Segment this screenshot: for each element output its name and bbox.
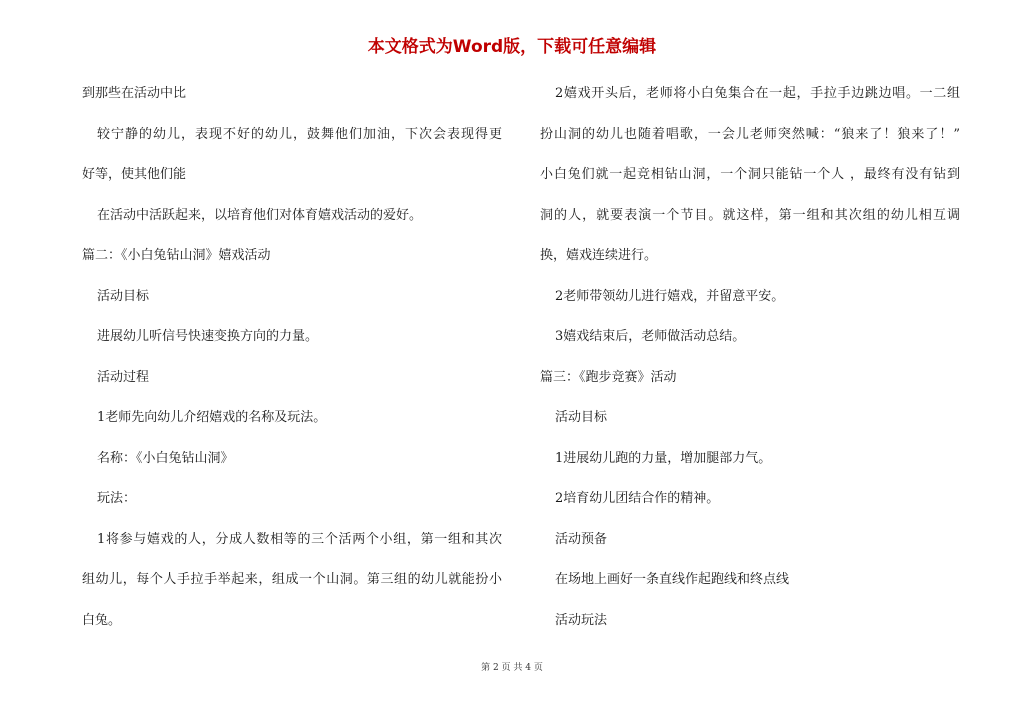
text-line: 1将参与嬉戏的人，分成人数相等的三个活两个小组，第一组和其次 xyxy=(97,531,502,547)
text-line: 活动玩法 xyxy=(555,612,608,628)
text-line: 名称：《小白兔钻山洞》 xyxy=(97,450,234,466)
text-line: 2嬉戏开头后，老师将小白兔集合在一起，手拉手边跳边唱。一二组 xyxy=(555,86,960,101)
text-line: 好等，使其他们能 xyxy=(82,167,187,182)
text-line: 2老师带领幼儿进行嬉戏，并留意平安。 xyxy=(555,288,785,304)
text-line: 在场地上画好一条直线作起跑线和终点线 xyxy=(555,572,790,587)
text-line: 篇二：《小白兔钻山洞》嬉戏活动 xyxy=(82,248,271,263)
text-line: 活动目标 xyxy=(555,410,608,425)
text-line: 组幼儿，每个人手拉手举起来，组成一个山洞。第三组的幼儿就能扮小 xyxy=(82,572,502,587)
text-line: 到那些在活动中比 xyxy=(82,86,187,101)
text-line: 换，嬉戏连续进行。 xyxy=(540,248,658,263)
text-line: 活动目标 xyxy=(97,288,150,304)
text-line: 小白兔们就一起竞相钻山洞，一个洞只能钻一个人 ，最终有没有钻到 xyxy=(540,167,960,182)
text-line: 玩法： xyxy=(97,491,137,506)
left-column xyxy=(82,80,502,647)
right-column xyxy=(540,80,960,647)
text-line: 篇三：《跑步竞赛》活动 xyxy=(540,369,677,385)
download-notice-banner: 本文格式为Word版，下载可任意编辑 xyxy=(367,37,657,57)
text-line: 1老师先向幼儿介绍嬉戏的名称及玩法。 xyxy=(97,410,327,425)
text-line: 2培育幼儿团结合作的精神。 xyxy=(555,491,720,506)
text-line: 较宁静的幼儿，表现不好的幼儿，鼓舞他们加油，下次会表现得更 xyxy=(97,126,502,142)
text-line: 活动过程 xyxy=(97,369,150,385)
text-line: 洞的人，就要表演一个节目。就这样，第一组和其次组的幼儿相互调 xyxy=(540,207,960,223)
text-line: 白兔。 xyxy=(82,612,122,628)
text-line: 在活动中活跃起来，以培育他们对体育嬉戏活动的爱好。 xyxy=(97,207,423,223)
text-line: 3嬉戏结束后，老师做活动总结。 xyxy=(555,329,746,344)
text-line: 活动预备 xyxy=(555,531,608,547)
text-line: 扮山洞的幼儿也随着唱歌，一会儿老师突然喊：“狼来了！狼来了！” xyxy=(540,126,960,142)
text-line: 进展幼儿听信号快速变换方向的力量。 xyxy=(97,329,319,344)
page-number: 第 2 页 共 4 页 xyxy=(481,663,543,673)
text-line: 1进展幼儿跑的力量，增加腿部力气。 xyxy=(555,450,772,466)
